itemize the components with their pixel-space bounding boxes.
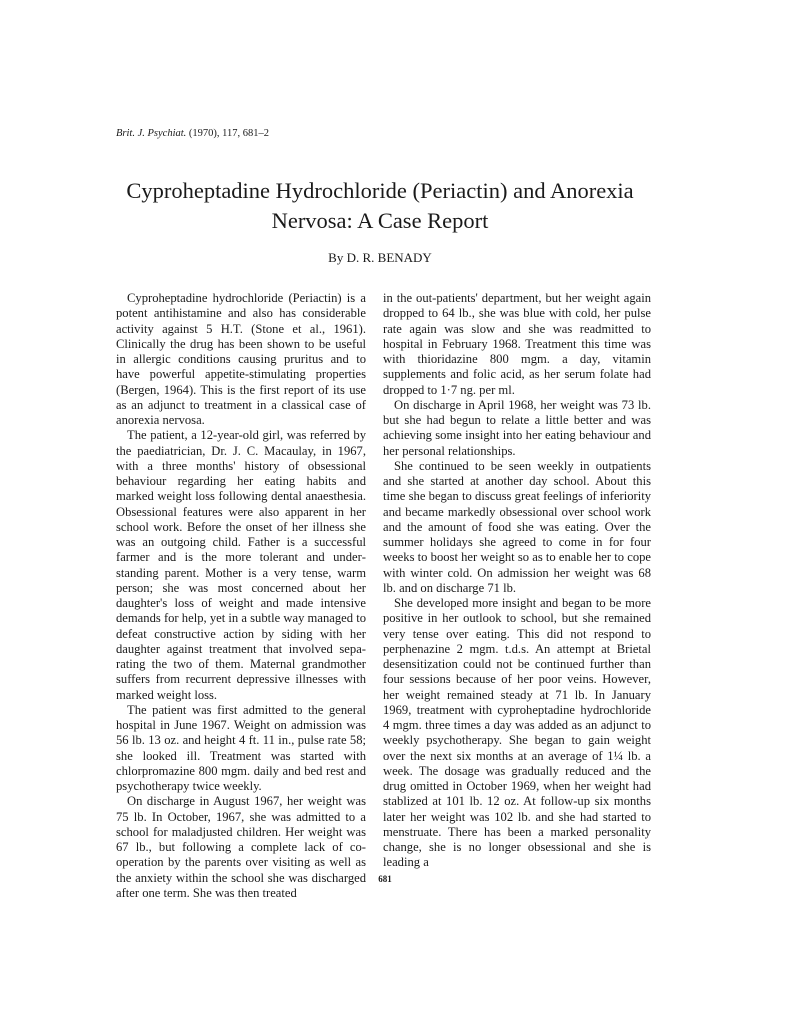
paragraph: On discharge in August 1967, her weight was 75 lb. In October, 1967, she was admitted to a school for maladjusted children. Her weight was 67 lb., but following a complete lack of co-operation by the parents over visiting as well as the anxiety within the school she was discharged after one term. She was then treated bbox=[116, 794, 366, 900]
paragraph: She developed more insight and began to be more positive in her outlook to school, but she remained very tense over eating. This did not respond to perphenazine 2 mgm. t.d.s. An attempt at Brietal desensitization could not be continued further than four sessions because of her poor veins. However, her weight remained steady at 71 lb. In January 1969, treatment with cyproheptadine hydrochloride 4 mgm. three times a day was added as an adjunct to weekly psychotherapy. She began to gain weight over the next six months at an average of 1¼ lb. a week. The dosage was gradually reduced and the drug omitted in October 1969, when her weight had stablized at 101 lb. 12 oz. At follow-up six months later her weight was 102 lb. and she had started to menstruate. There has been a marked personality change, she is no longer obsessional and she is leading a bbox=[383, 596, 651, 870]
right-column bbox=[383, 291, 651, 871]
paragraph: She continued to be seen weekly in outpatients and she started at another day school. About this time she began to discuss great feelings of inferiority and became markedly obsessional over school work and the amount of food she was eating. Over the summer holidays she agreed to come in for four weeks to boost her weight so as to enable her to cope with winter cold. On admission her weight was 68 lb. and on discharge 71 lb. bbox=[383, 458, 651, 595]
journal-citation bbox=[116, 128, 269, 139]
author-byline: By D. R. BENADY bbox=[328, 250, 432, 265]
page-number: 681 bbox=[378, 874, 392, 884]
title-line-1: Cyproheptadine Hydrochloride (Periactin) and Anorexia bbox=[126, 178, 634, 203]
paragraph: On discharge in April 1968, her weight was 73 lb. but she had begun to relate a little better and was achieving some insight into her eating behaviour and her personal relationships. bbox=[383, 397, 651, 458]
journal-name: Brit. J. Psychiat. bbox=[116, 128, 187, 139]
paragraph-continuation: in the out-patients' department, but her weight again dropped to 64 lb., she was blue with cold, her pulse rate again was slow and she was readmitted to hospital in February 1968. Treatment this time was with thioridazine 800 mgm. a day, vitamin supplements and folic acid, as her serum folate had dropped to 1·7 ng. per ml. bbox=[383, 291, 651, 397]
left-column bbox=[116, 291, 366, 901]
citation-details: (1970), 117, 681–2 bbox=[188, 128, 270, 139]
paragraph: Cyproheptadine hydrochloride (Periactin) is a potent antihistamine and also has considerable activity against 5 H.T. (Stone et al., 1961). Clinically the drug has been shown to be useful in allergic conditions causing pruritus and to have powerful appetite-stimulating properties (Bergen, 1964). This is the first report of its use as an adjunct to treatment in a classical case of anorexia nervosa. bbox=[116, 291, 366, 427]
paragraph: The patient, a 12-year-old girl, was referred by the paediatrician, Dr. J. C. Macaulay, in 1967, with a three months' history of obsessional behaviour regarding her eating habits and marked weight loss following dental anaesthesia. Obsessional features were also apparent in her school work. Before the onset of her illness she was an outgoing child. Father is a successful farmer and is the more tolerant and understanding parent. Mother is a very tense, warm person; she was most concerned about her daughter's loss of weight and made intensive demands for help, yet in a subtle way managed to defeat constructive action by siding with her daughter against treatment that involved separating the two of them. Maternal grandmother suffers from recurrent depressive illnesses with marked weight loss. bbox=[116, 428, 366, 702]
title-line-2: Nervosa: A Case Report bbox=[271, 208, 489, 233]
paragraph: The patient was first admitted to the general hospital in June 1967. Weight on admission was 56 lb. 13 oz. and height 4 ft. 11 in., pulse rate 58; she looked ill. Treatment was started with chlorpromazine 800 mgm. daily and bed rest and psychotherapy twice weekly. bbox=[116, 702, 366, 793]
article-title bbox=[100, 176, 660, 236]
